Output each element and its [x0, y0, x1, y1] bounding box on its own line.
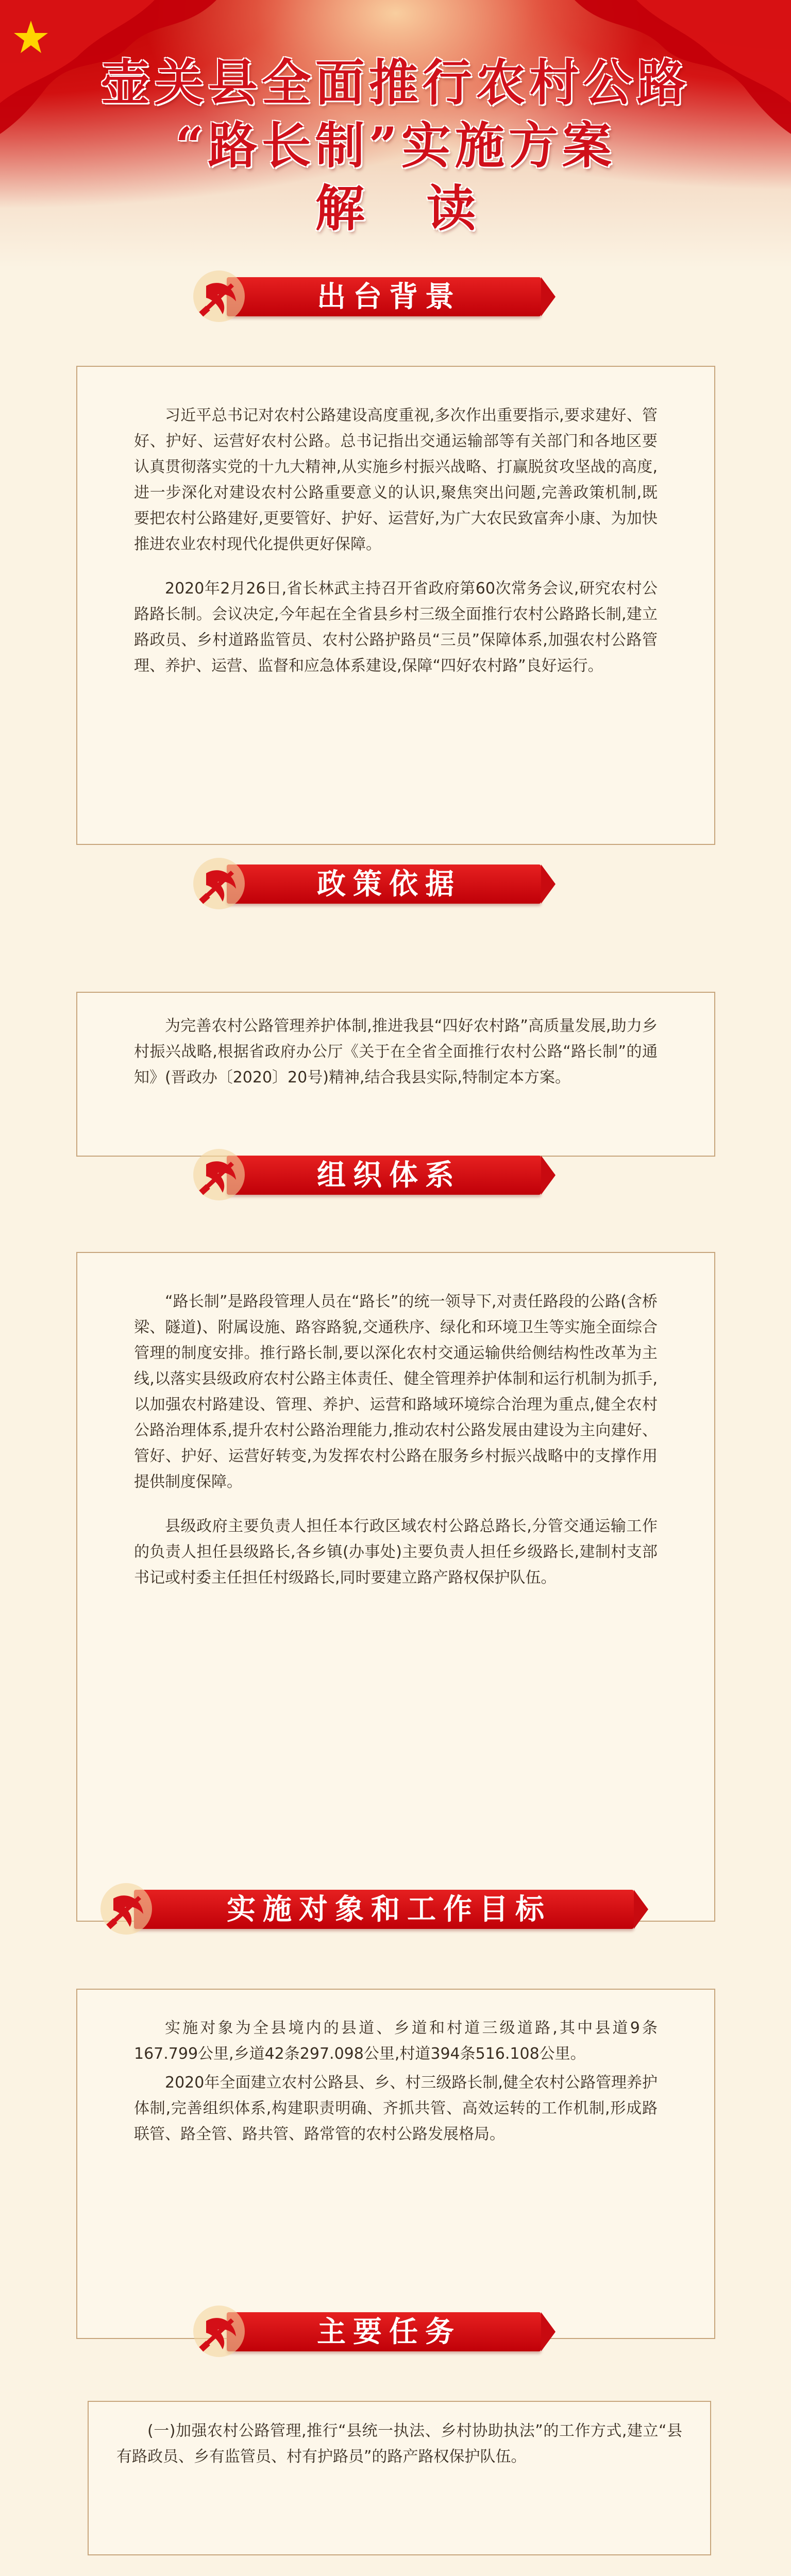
paragraph: “路长制”是路段管理人员在“路长”的统一领导下,对责任路段的公路(含桥梁、隧道)、附属设施、路容路貌,交通秩序、绿化和环境卫生等实施全面综合管理的制度安排。推行路长制,要以深化农村交通运输供给侧结构性改革为主线,以落实县级政府农村公路主体责任、健全管理养护体制和运行机制为抓手,以加强农村路建设、管理、养护、运营和路域环境综合治理为重点,健全农村公路治理体系,提升农村公路治理能力,推动农村公路发展由建设为主向建好、管好、护好、运营好转变,为发挥农村公路在服务乡村振兴战略中的支撑作用提供制度保障。	[134, 1293, 658, 1491]
header-banner	[0, 0, 791, 268]
section-banner-tasks	[191, 2303, 541, 2360]
party-emblem-icon	[191, 855, 247, 912]
paragraph: 为完善农村公路管理养护体制,推进我县“四好农村路”高质量发展,助力乡村振兴战略,根据省政府办公厅《关于在全省全面推行农村公路“路长制”的通知》(晋政办〔2020〕20号)精神,结合我县实际,特制定本方案。	[134, 1017, 658, 1087]
task-card-1	[88, 2401, 711, 2555]
section-banner-policy	[191, 855, 541, 912]
title-line-3: 解读	[315, 179, 538, 238]
title-line-2: “路长制”实施方案	[175, 116, 616, 175]
party-emblem-icon	[98, 1880, 155, 1937]
section-title: 主要任务	[317, 2315, 461, 2349]
section-banner-background	[191, 268, 541, 325]
content-box-objectives	[76, 1989, 715, 2339]
task-text: (一)加强农村公路管理,推行“县统一执法、乡村协助执法”的工作方式,建立“县有路政员、乡有监管员、村有护路员”的路产路权保护队伍。	[116, 2422, 682, 2466]
party-emblem-icon	[191, 268, 247, 325]
paragraph: 2020年全面建立农村公路县、乡、村三级路长制,健全农村公路管理养护体制,完善组织体系,构建职责明确、齐抓共管、高效运转的工作机制,形成路联管、路全管、路共管、路常管的农村公路发展格局。	[134, 2074, 658, 2143]
section-title: 政策依据	[317, 867, 461, 901]
section-title: 组织体系	[317, 1158, 461, 1192]
section-title: 实施对象和工作目标	[227, 1892, 551, 1926]
page-title	[0, 52, 791, 240]
section-banner-objectives	[98, 1880, 634, 1937]
paragraph: 习近平总书记对农村公路建设高度重视,多次作出重要指示,要求建好、管好、护好、运营好农村公路。总书记指出交通运输部等有关部门和各地区要认真贯彻落实党的十九大精神,从实施乡村振兴战略、打赢脱贫攻坚战的高度,进一步深化对建设农村公路重要意义的认识,聚焦突出问题,完善政策机制,既要把农村公路建好,更要管好、护好、运营好,为广大农民致富奔小康、为加快推进农业农村现代化提供更好保障。	[134, 406, 658, 553]
section-banner-organization	[191, 1146, 541, 1203]
content-box-organization	[76, 1252, 715, 1922]
content-box-policy	[76, 992, 715, 1157]
party-emblem-icon	[191, 2303, 247, 2360]
paragraph: 县级政府主要负责人担任本行政区域农村公路总路长,分管交通运输工作的负责人担任县级路长,各乡镇(办事处)主要负责人担任乡级路长,建制村支部书记或村委主任担任村级路长,同时要建立路产路权保护队伍。	[134, 1517, 658, 1587]
content-box-background	[76, 366, 715, 845]
section-title: 出台背景	[317, 280, 461, 314]
paragraph: 实施对象为全县境内的县道、乡道和村道三级道路,其中县道9条167.799公里,乡道42条297.098公里,村道394条516.108公里。	[134, 2019, 658, 2063]
title-line-1: 壶关县全面推行农村公路	[100, 54, 691, 112]
paragraph: 2020年2月26日,省长林武主持召开省政府第60次常务会议,研究农村公路路长制。会议决定,今年起在全省县乡村三级全面推行农村公路路长制,建立路政员、乡村道路监管员、农村公路护路员“三员”保障体系,加强农村公路管理、养护、运营、监督和应急体系建设,保障“四好农村路”良好运行。	[134, 580, 658, 675]
party-emblem-icon	[191, 1146, 247, 1203]
